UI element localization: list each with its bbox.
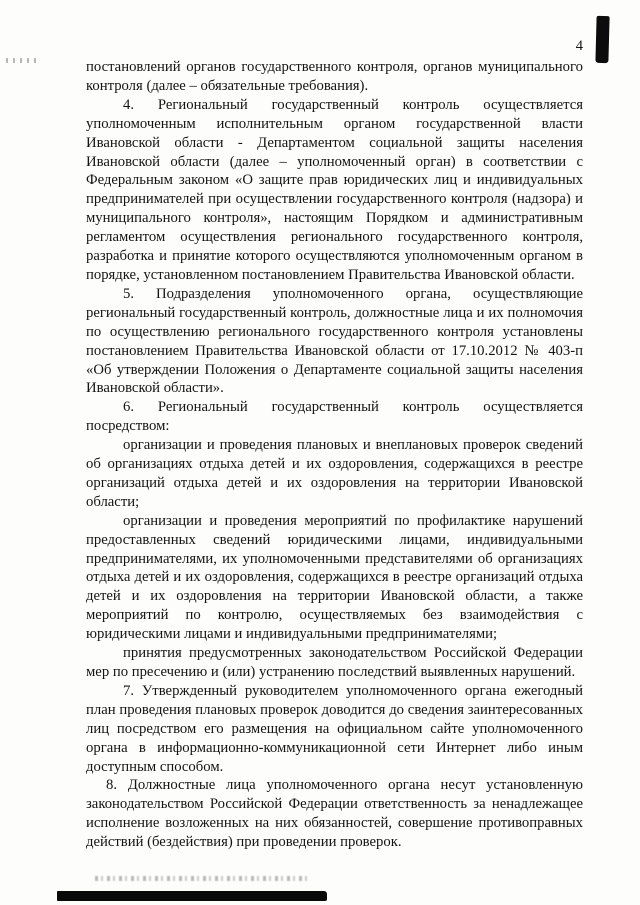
page-number: 4	[575, 38, 583, 54]
paragraph-subitem-prevention: организации и проведения мероприятий по профилактике нарушений предоставленных сведений юридическими лицами, индивидуальными предпринимателями, их уполномоченными представителями об организациях отдыха детей и их оздоровления, содержащихся в реестре организаций отдыха детей и их оздоровления на территории Ивановской области, а также мероприятий по контролю, осуществляемых без взаимодействия с юридическими лицами и индивидуальными предпринимателями;	[86, 512, 583, 643]
scan-artifact-bottom-smudge	[95, 876, 310, 881]
paragraph-subitem-measures: принятия предусмотренных законодательством Российской Федерации мер по пресечению и (или) устранению последствий выявленных нарушений.	[86, 645, 583, 680]
paragraph-item-4: 4. Региональный государственный контроль осуществляется уполномоченным исполнительным органом государственной власти Ивановской области - Департаментом социальной защиты населения Ивановской области (далее – уполномоченный орган) в соответствии с Федеральным законом «О защите прав юридических лиц и индивидуальных предпринимателей при осуществлении государственного контроля (надзора) и муниципального контроля», настоящим Порядком и административным регламентом осуществления регионального государственного контроля, разработка и принятие которого осуществляются уполномоченным органом в порядке, установленном постановлением Правительства Ивановской области.	[86, 96, 583, 283]
paragraph-item-5: 5. Подразделения уполномоченного органа, осуществляющие региональный государственный контроль, должностные лица и их полномочия по осуществлению регионального государственного контроля установлены постановлением Правительства Ивановской области от 17.10.2012 № 403-п «Об утверждении Положения о Департаменте социальной защиты населения Ивановской области».	[86, 285, 583, 397]
scan-artifact-top-right-bar	[595, 16, 609, 63]
paragraph-continuation: постановлений органов государственного контроля, органов муниципального контроля (далее – обязательные требования).	[86, 59, 583, 94]
scan-artifact-top-left-dots	[6, 58, 40, 63]
document-body	[86, 58, 583, 852]
paragraph-item-6: 6. Региональный государственный контроль осуществляется посредством:	[86, 399, 583, 435]
paragraph-subitem-inspections: организации и проведения плановых и внеплановых проверок сведений об организациях отдыха детей и их оздоровления, содержащихся в реестре организаций отдыха детей и их оздоровления на территории Ивановской области;	[86, 437, 583, 510]
paragraph-item-8: 8. Должностные лица уполномоченного органа несут установленную законодательством Российской Федерации ответственность за ненадлежащее исполнение возложенных на них обязанностей, совершение противоправных действий (бездействия) при проведении проверок.	[86, 777, 583, 851]
scan-artifact-bottom-bar	[57, 891, 327, 901]
paragraph-item-7: 7. Утвержденный руководителем уполномоченного органа ежегодный план проведения плановых проверок доводится до сведения заинтересованных лиц посредством его размещения на официальном сайте уполномоченного органа в информационно-коммуникационной сети Интернет либо иным доступным способом.	[86, 682, 583, 775]
